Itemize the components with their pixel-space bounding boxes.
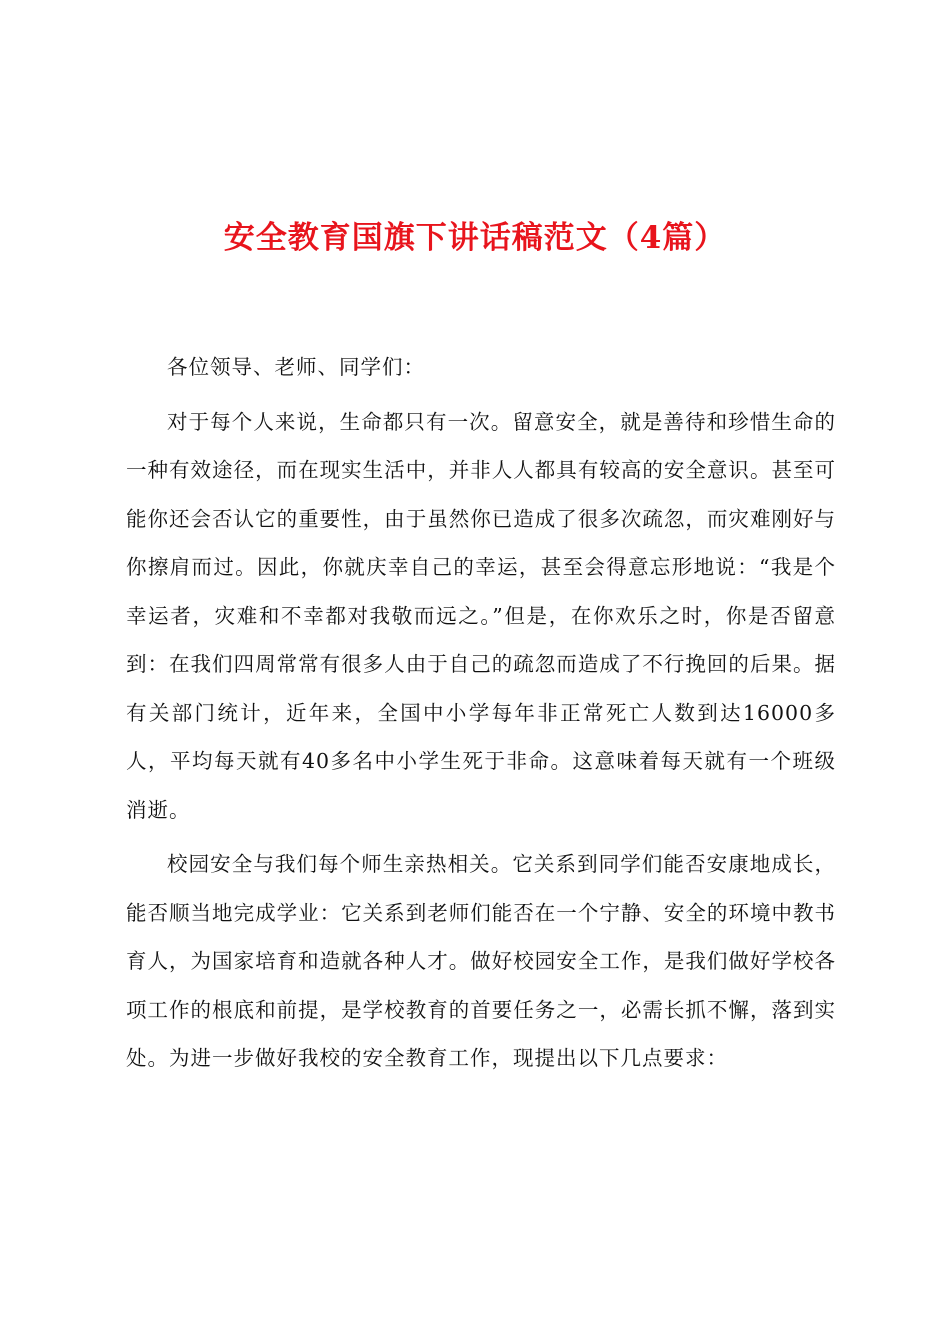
document-title: 安全教育国旗下讲话稿范文（4篇） [223, 220, 727, 256]
document-body [126, 343, 836, 1089]
body-paragraph: 对于每个人来说，生命都只有一次。留意安全，就是善待和珍惜生命的一种有效途径，而在现实生活中，并非人人都具有较高的安全意识。甚至可能你还会否认它的重要性，由于虽然你已造成了很多次疏忽，而灾难刚好与你擦肩而过。因此，你就庆幸自己的幸运，甚至会得意忘形地说：“我是个幸运者，灾难和不幸都对我敬而远之。”但是，在你欢乐之时，你是否留意到：在我们四周常常有很多人由于自己的疏忽而造成了不行挽回的后果。据有关部门统计，近年来，全国中小学每年非正常死亡人数到达16000多人，平均每天就有40多名中小学生死于非命。这意味着每天就有一个班级消逝。 [126, 409, 836, 822]
body-paragraph: 校园安全与我们每个师生亲热相关。它关系到同学们能否安康地成长，能否顺当地完成学业：它关系到老师们能否在一个宁静、安全的环境中教书育人，为国家培育和造就各种人才。做好校园安全工作，是我们做好学校各项工作的根底和前提，是学校教育的首要任务之一，必需长抓不懈，落到实处。为进一步做好我校的安全教育工作，现提出以下几点要求： [126, 852, 836, 1070]
greeting-paragraph: 各位领导、老师、同学们： [167, 355, 425, 379]
